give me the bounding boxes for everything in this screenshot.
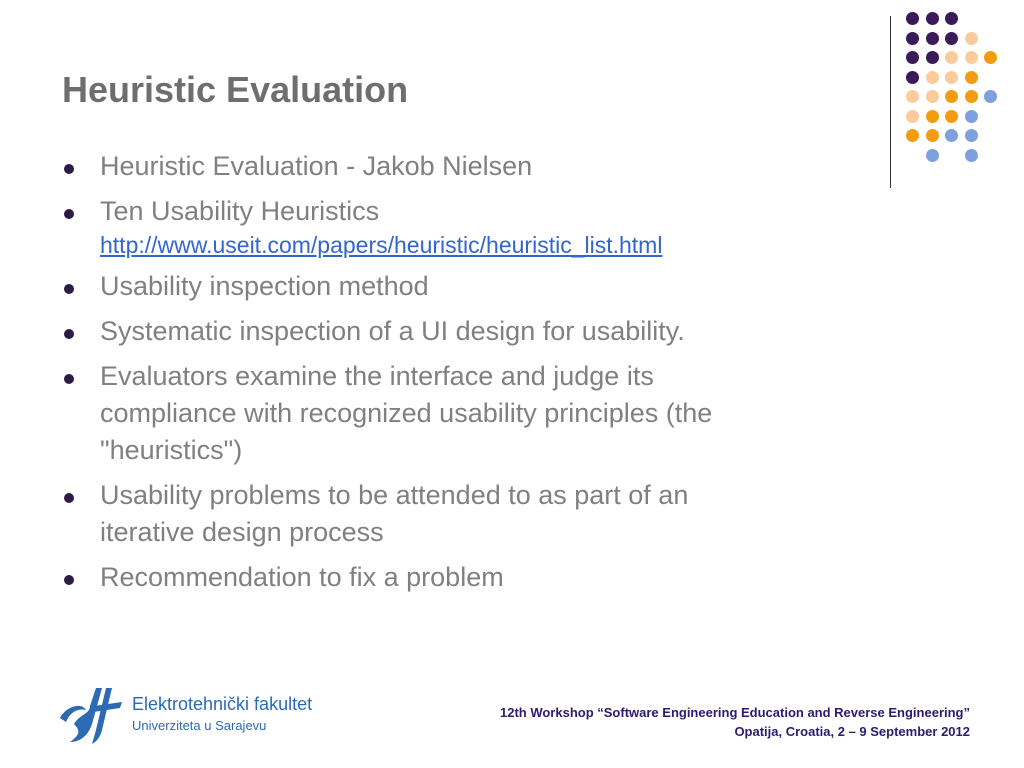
- faculty-logo: [56, 684, 316, 744]
- decorative-dot: [906, 12, 919, 25]
- footer-location-date: Opatija, Croatia, 2 – 9 September 2012: [734, 724, 970, 739]
- bullet-text: Ten Usability Heuristics: [100, 196, 380, 226]
- bullet-text: iterative design process: [100, 517, 384, 547]
- bullet-item: [62, 193, 842, 260]
- bullet-marker: [64, 329, 74, 339]
- bullet-text: Evaluators examine the interface and judge its: [100, 361, 654, 391]
- bullet-marker: [64, 284, 74, 294]
- decorative-dot: [945, 90, 958, 103]
- decorative-dot: [984, 90, 997, 103]
- decorative-dot: [945, 12, 958, 25]
- decorative-dot: [926, 12, 939, 25]
- bullet-item: [62, 313, 842, 350]
- bullet-marker: [64, 493, 74, 503]
- bullet-marker: [64, 209, 74, 219]
- decorative-dot: [965, 110, 978, 123]
- eft-logo-icon: [56, 684, 130, 744]
- decorative-dot: [965, 90, 978, 103]
- bullet-item: [62, 268, 842, 305]
- decorative-dot: [965, 149, 978, 162]
- decorative-dot: [906, 129, 919, 142]
- bullet-marker: [64, 575, 74, 585]
- footer-workshop: 12th Workshop “Software Engineering Education and Reverse Engineering”: [499, 705, 970, 720]
- bullet-item: [62, 559, 842, 596]
- decorative-dot: [926, 51, 939, 64]
- bullet-marker: [64, 374, 74, 384]
- decorative-dot: [926, 90, 939, 103]
- slide-title: Heuristic Evaluation: [62, 69, 409, 110]
- decorative-dot: [945, 71, 958, 84]
- logo-title: Elektrotehnički fakultet: [132, 694, 313, 714]
- decorative-dot: [926, 149, 939, 162]
- bullet-text: "heuristics"): [100, 435, 243, 465]
- bullet-text: Systematic inspection of a UI design for usability.: [100, 316, 685, 346]
- bullet-marker: [64, 164, 74, 174]
- decorative-dot: [965, 129, 978, 142]
- decorative-dot: [926, 32, 939, 45]
- bullet-item: [62, 358, 842, 469]
- decorative-dot-grid: [906, 12, 1006, 172]
- decorative-dot: [984, 51, 997, 64]
- decorative-dot: [945, 129, 958, 142]
- bullet-text: Recommendation to fix a problem: [100, 562, 504, 592]
- decorative-dot: [906, 51, 919, 64]
- bullet-text: Usability inspection method: [100, 271, 429, 301]
- decorative-dot: [965, 51, 978, 64]
- logo-subtitle: Univerziteta u Sarajevu: [132, 718, 267, 733]
- bullet-text: compliance with recognized usability principles (the: [100, 398, 713, 428]
- bullet-item: [62, 148, 842, 185]
- heuristics-link[interactable]: http://www.useit.com/papers/heuristic/heuristic_list.html: [100, 232, 663, 258]
- decorative-dot: [945, 51, 958, 64]
- bullet-text: Usability problems to be attended to as part of an: [100, 480, 689, 510]
- decorative-dot: [945, 32, 958, 45]
- bullet-list: [62, 148, 842, 604]
- decorative-divider: [890, 16, 891, 188]
- decorative-dot: [906, 110, 919, 123]
- decorative-dot: [965, 71, 978, 84]
- slide-footer: [500, 703, 970, 741]
- decorative-dot: [926, 129, 939, 142]
- decorative-dot: [906, 71, 919, 84]
- decorative-dot: [926, 110, 939, 123]
- decorative-dot: [906, 32, 919, 45]
- bullet-text: Heuristic Evaluation - Jakob Nielsen: [100, 151, 533, 181]
- bullet-item: [62, 477, 842, 551]
- decorative-dot: [906, 90, 919, 103]
- decorative-dot: [926, 71, 939, 84]
- decorative-dot: [945, 110, 958, 123]
- decorative-dot: [965, 32, 978, 45]
